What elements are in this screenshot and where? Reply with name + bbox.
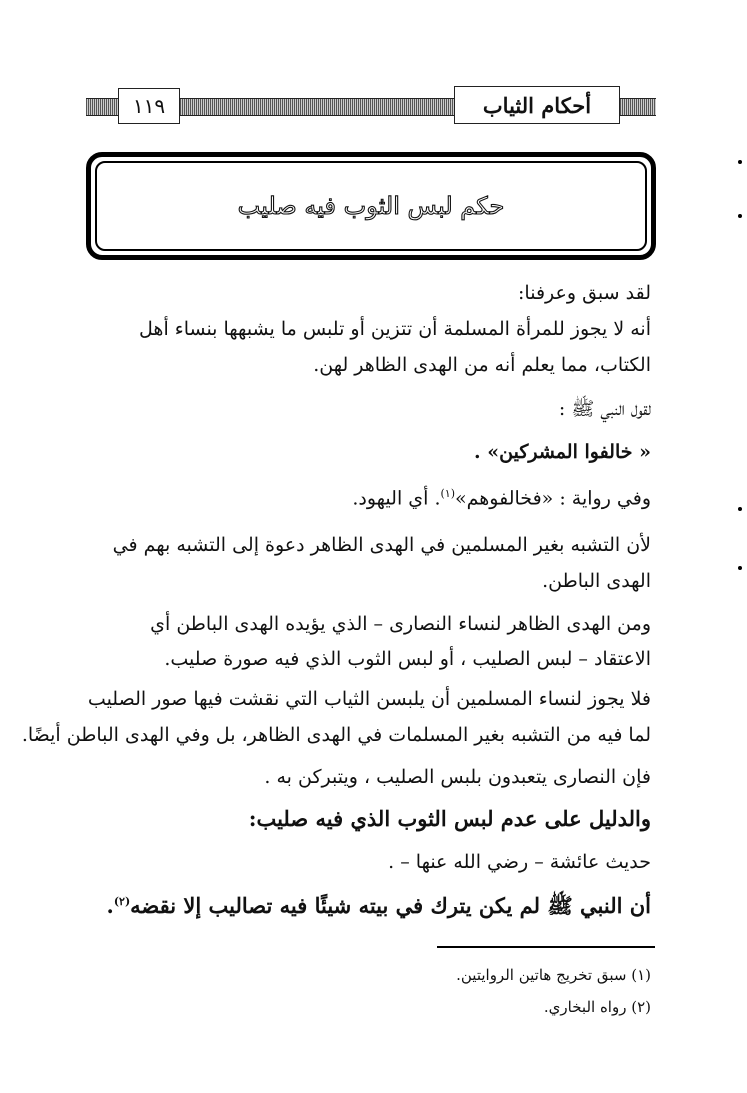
footnote-rule <box>437 946 655 948</box>
section-heading: والدليل على عدم لبس الثوب الذي فيه صليب: <box>248 806 651 831</box>
body-line: حديث عائشة – رضي الله عنها – . <box>388 851 651 873</box>
hadith-text <box>107 895 652 916</box>
hadith-quote: « خالفوا المشركين» . <box>474 441 651 463</box>
body-line: الكتاب، مما يعلم أنه من الهدى الظاهر لهن. <box>313 354 651 376</box>
header-rule-middle <box>180 98 454 116</box>
body-line: لقول النبي ﷺ : <box>558 398 651 420</box>
scan-speck <box>738 566 742 570</box>
footnote: (١) سبق تخريج هاتين الروايتين. <box>456 966 651 984</box>
footnote-ref: (١) <box>440 487 456 500</box>
scan-speck <box>738 160 742 164</box>
header-rule-right <box>620 98 656 116</box>
body-line: فإن النصارى يتعبدون بلبس الصليب ، ويتبركن به . <box>264 766 651 788</box>
body-line <box>352 488 651 508</box>
body-line: لما فيه من التشبه بغير المسلمات في الهدى الظاهر، بل وفي الهدى الباطن أيضًا. <box>21 724 651 746</box>
body-line: ومن الهدى الظاهر لنساء النصارى – الذي يؤيده الهدى الباطن أي <box>150 613 651 635</box>
running-title: أحكام الثياب <box>454 86 620 124</box>
body-line: الهدى الباطن. <box>542 570 651 592</box>
body-line: أنه لا يجوز للمرأة المسلمة أن تتزين أو تلبس ما يشبهها بنساء أهل <box>139 318 651 340</box>
body-line: لأن التشبه بغير المسلمين في الهدى الظاهر دعوة إلى التشبه بهم في <box>112 534 651 556</box>
footnote: (٢) رواه البخاري. <box>543 998 651 1016</box>
scan-speck <box>738 507 742 511</box>
header-rule-left <box>86 98 118 116</box>
page-number: ١١٩ <box>118 88 180 124</box>
footnote-ref: (٢) <box>113 895 131 908</box>
chapter-title: حكم لبس الثوب فيه صليب <box>237 192 505 220</box>
body-segment: . أي اليهود. <box>352 487 441 510</box>
body-segment: وفي رواية : «فخالفوهم» <box>455 487 651 510</box>
body-line: لقد سبق وعرفنا: <box>518 282 651 304</box>
body-segment: . <box>106 893 114 918</box>
body-line: فلا يجوز لنساء المسلمين أن يلبسن الثياب التي نقشت فيها صور الصليب <box>87 688 651 710</box>
body-segment: أن النبي ﷺ لم يكن يترك في بيته شيئًا فيه تصاليب إلا نقضه <box>130 893 651 918</box>
scan-speck <box>738 214 742 218</box>
body-line: الاعتقاد – لبس الصليب ، أو لبس الثوب الذي فيه صورة صليب. <box>164 648 651 670</box>
